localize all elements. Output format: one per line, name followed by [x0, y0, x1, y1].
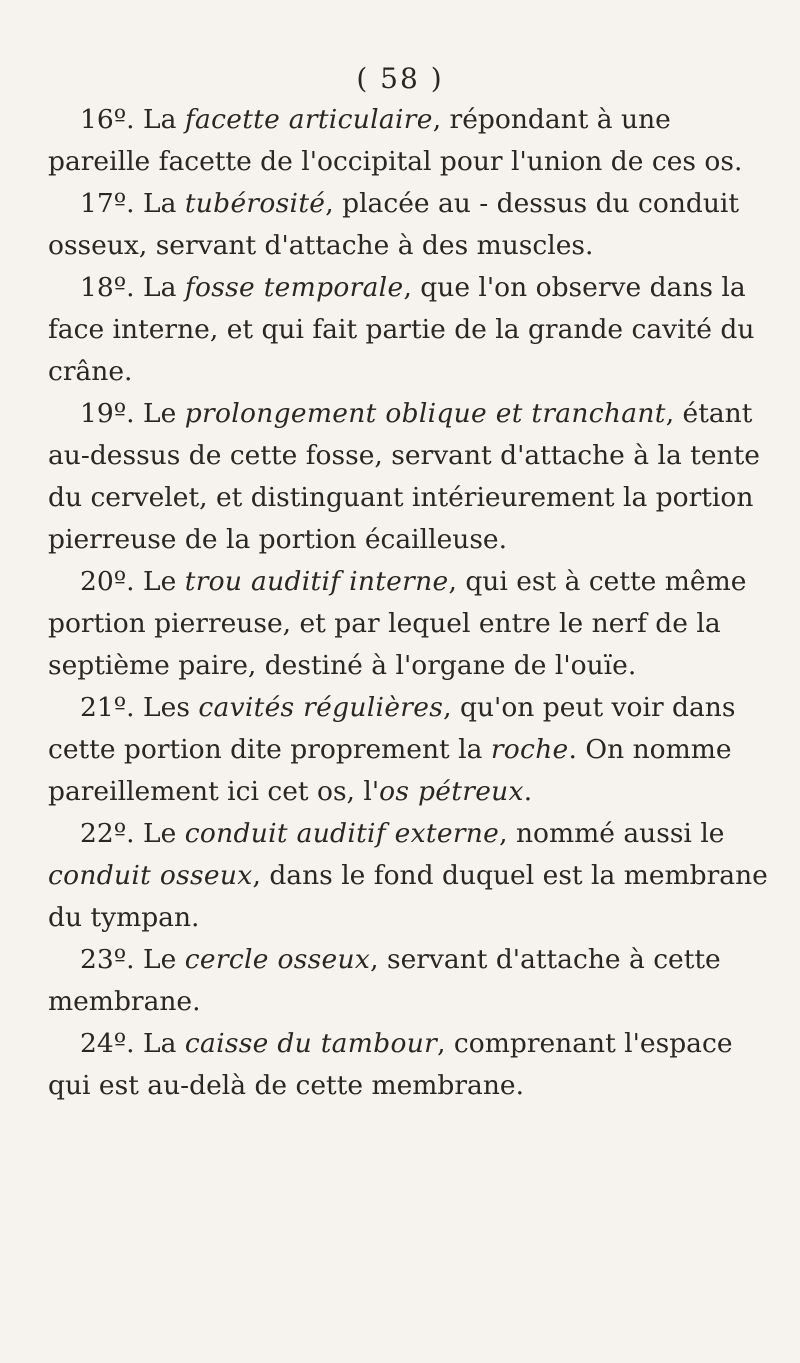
paragraph-text: Le	[134, 944, 185, 975]
paragraph-text: .	[523, 776, 533, 807]
paragraph-number: 21º.	[80, 692, 135, 723]
anatomical-term: trou auditif interne	[184, 566, 449, 597]
paragraph-number: 23º.	[80, 944, 135, 975]
paragraph-16	[48, 99, 770, 183]
paragraph-text: , comprenant l'espace qui est au-delà de cette membrane.	[48, 1028, 733, 1101]
paragraph-text: , répondant à une pareille facette de l'occipital pour l'union de ces os.	[48, 104, 743, 177]
anatomical-term: os pétreux	[379, 776, 524, 807]
paragraph-number: 20º.	[80, 566, 135, 597]
paragraph-text: , placée au - dessus du conduit osseux, servant d'attache à des muscles.	[48, 188, 740, 261]
paragraph-number: 16º.	[80, 104, 135, 135]
paragraph-18	[48, 267, 770, 393]
anatomical-term: conduit auditif externe	[184, 818, 500, 849]
paragraph-21	[48, 687, 770, 813]
text-body	[48, 99, 770, 1107]
paragraph-text: Les	[134, 692, 199, 723]
anatomical-term: prolongement oblique et tranchant	[184, 398, 666, 429]
anatomical-term: caisse du tambour	[184, 1028, 438, 1059]
anatomical-term: fosse temporale	[184, 272, 404, 303]
anatomical-term: roche	[490, 734, 569, 765]
anatomical-term: tubérosité	[184, 188, 326, 219]
paragraph-text: , étant au-dessus de cette fosse, servant d'attache à la tente du cervelet, et distinguant intérieurement la portion pierreuse de la portion écailleuse.	[48, 398, 760, 555]
paragraph-text: La	[134, 1028, 185, 1059]
paragraph-text: Le	[134, 566, 185, 597]
paragraph-text: La	[134, 272, 185, 303]
paragraph-text: , que l'on observe dans la face interne, et qui fait partie de la grande cavité du crâne.	[48, 272, 755, 387]
paragraph-20	[48, 561, 770, 687]
page-number: ( 58 )	[356, 62, 444, 95]
paragraph-text: . On nomme pareillement ici cet os, l'	[48, 734, 732, 807]
paragraph-text: Le	[134, 398, 185, 429]
paragraph-22	[48, 813, 770, 939]
paragraph-number: 17º.	[80, 188, 135, 219]
anatomical-term: cavités régulières	[198, 692, 444, 723]
anatomical-term: cercle osseux	[184, 944, 371, 975]
paragraph-text: , servant d'attache à cette membrane.	[48, 944, 721, 1017]
paragraph-text: Le	[134, 818, 185, 849]
paragraph-text: , nommé aussi le	[499, 818, 725, 849]
paragraph-17	[48, 183, 770, 267]
paragraph-text: La	[134, 188, 185, 219]
paragraph-number: 18º.	[80, 272, 135, 303]
paragraph-text: , qui est à cette même portion pierreuse, et par lequel entre le nerf de la septième paire, destiné à l'organe de l'ouïe.	[48, 566, 747, 681]
paragraph-text: La	[134, 104, 185, 135]
paragraph-number: 22º.	[80, 818, 135, 849]
anatomical-term: facette articulaire	[184, 104, 433, 135]
anatomical-term: conduit osseux	[48, 860, 253, 891]
paragraph-text: , dans le fond duquel est la membrane du tympan.	[48, 860, 768, 933]
paragraph-23	[48, 939, 770, 1023]
paragraph-19	[48, 393, 770, 561]
paragraph-24	[48, 1023, 770, 1107]
paragraph-number: 24º.	[80, 1028, 135, 1059]
paragraph-text: , qu'on peut voir dans cette portion dite proprement la	[48, 692, 736, 765]
paragraph-number: 19º.	[80, 398, 135, 429]
